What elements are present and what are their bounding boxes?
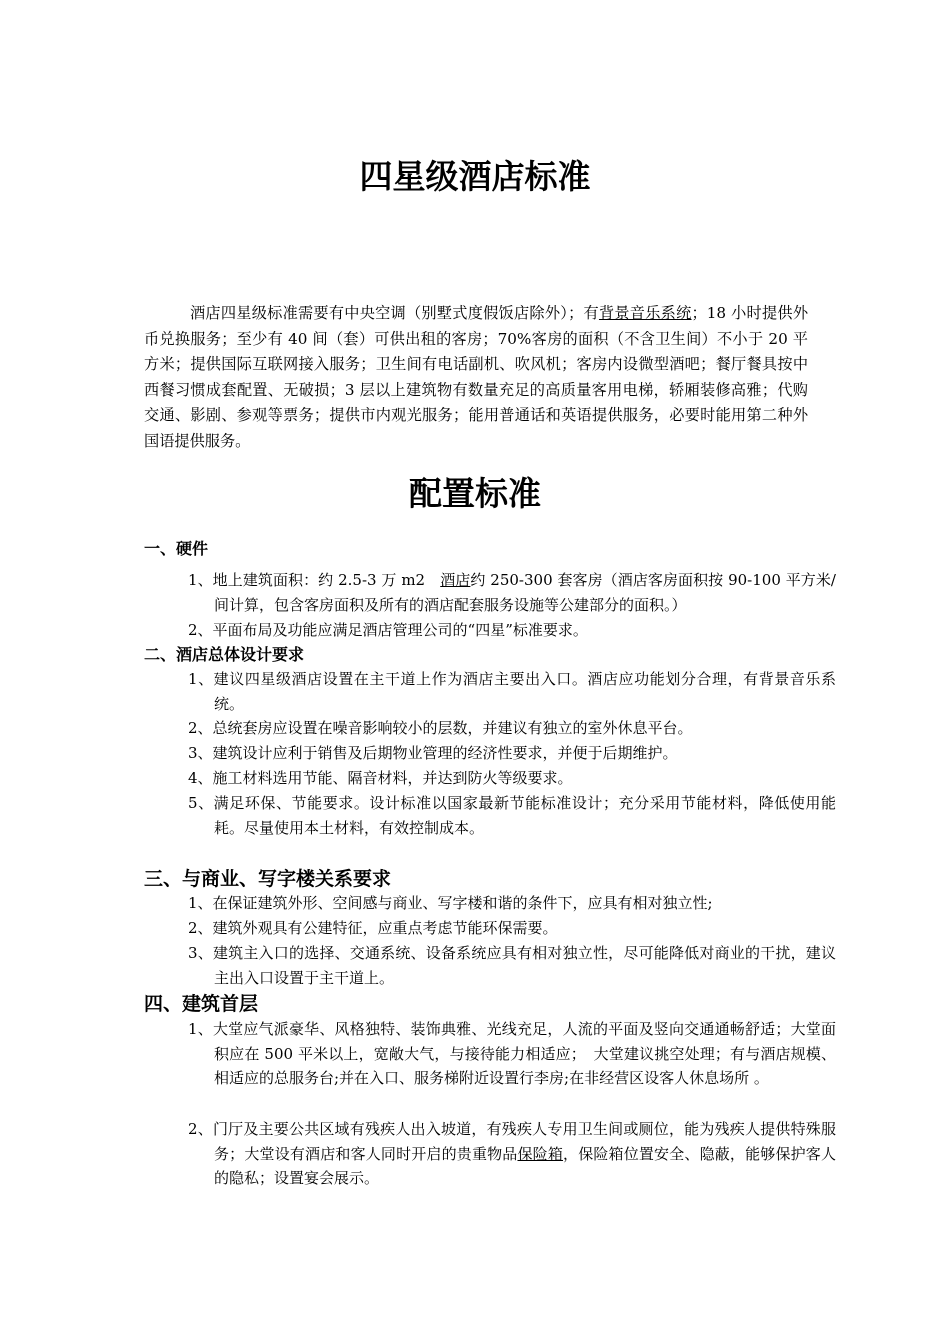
intro-paragraph (144, 301, 808, 455)
list-item-text: ，保险箱位置安全、隐蔽，能够保护客人的隐私；设置宴会展示。 (214, 1144, 836, 1187)
list-item-text: 约 250-300 套客房（酒店客房面积按 90-100 平方米/间计算，包含客房面积及所有的酒店配套服务设施等公建部分的面积。） (214, 571, 836, 614)
background-music-link[interactable]: 背景音乐系统 (598, 304, 692, 322)
hotel-link[interactable]: 酒店 (440, 571, 471, 589)
list-item-text: 2、门厅及主要公共区域有残疾人出入坡道，有残疾人专用卫生间或厕位，能为残疾人提供特殊服务；大堂设有酒店和客人同时开启的贵重物品 (188, 1120, 836, 1163)
list-item (188, 1117, 836, 1191)
list-item: 2、总统套房应设置在噪音影响较小的层数，并建议有独立的室外休息平台。 (188, 719, 693, 737)
section-heading-design: 二、酒店总体设计要求 (144, 645, 305, 664)
list-item: 4、施工材料选用节能、隔音材料，并达到防火等级要求。 (188, 769, 573, 787)
list-item: 1、在保证建筑外形、空间感与商业、写字楼和谐的条件下，应具有相对独立性; (188, 894, 713, 912)
subtitle: 配置标准 (409, 474, 541, 513)
list-item: 3、建筑设计应利于销售及后期物业管理的经济性要求，并便于后期维护。 (188, 744, 678, 762)
list-item: 2、平面布局及功能应满足酒店管理公司的“四星”标准要求。 (188, 621, 588, 639)
list-item (188, 568, 836, 617)
list-item: 1、建议四星级酒店设置在主干道上作为酒店主要出入口。酒店应功能划分合理，有背景音乐系统。 (188, 670, 836, 713)
section-heading-hardware: 一、硬件 (144, 539, 209, 558)
list-item: 1、大堂应气派豪华、风格独特、装饰典雅、光线充足，人流的平面及竖向交通通畅舒适；大堂面积应在 500 平米以上，宽敞大气，与接待能力相适应； 大堂建议挑空处理；有与酒店规模、相适应的总服务台;并在入口、服务梯附近设置行李房;在非经营区设客人休息场所 。 (188, 1020, 836, 1087)
intro-text-1: 酒店四星级标准需要有中央空调（别墅式度假饭店除外）；有 (190, 304, 599, 322)
section-heading-commercial: 三、与商业、写字楼关系要求 (144, 868, 392, 890)
list-item: 5、满足环保、节能要求。设计标准以国家最新节能标准设计；充分采用节能材料，降低使用能耗。尽量使用本土材料，有效控制成本。 (188, 794, 836, 837)
safe-box-link[interactable]: 保险箱 (517, 1144, 564, 1163)
page-title: 四星级酒店标准 (359, 157, 591, 196)
intro-text-2: ；18 小时提供外币兑换服务；至少有 40 间（套）可供出租的客房；70%客房的面积（不含卫生间）不小于 20 平方米；提供国际互联网接入服务；卫生间有电话副机、吹风机；客房内设微型酒吧；餐厅餐具按中西餐习惯成套配置、无破损；3 层以上建筑物有数量充足的高质量客用电梯，轿厢装修高雅；代购交通、影剧、参观等票务；提供市内观光服务；能用普通话和英语提供服务，必要时能用第二种外国语提供服务。 (144, 304, 809, 450)
list-item-text: 1、地上建筑面积：约 2.5-3 万 m2 (188, 571, 441, 589)
list-item: 3、建筑主入口的选择、交通系统、设备系统应具有相对独立性，尽可能降低对商业的干扰，建议主出入口设置于主干道上。 (188, 944, 836, 987)
list-item: 2、建筑外观具有公建特征，应重点考虑节能环保需要。 (188, 919, 558, 937)
section-heading-ground-floor: 四、建筑首层 (144, 993, 259, 1015)
